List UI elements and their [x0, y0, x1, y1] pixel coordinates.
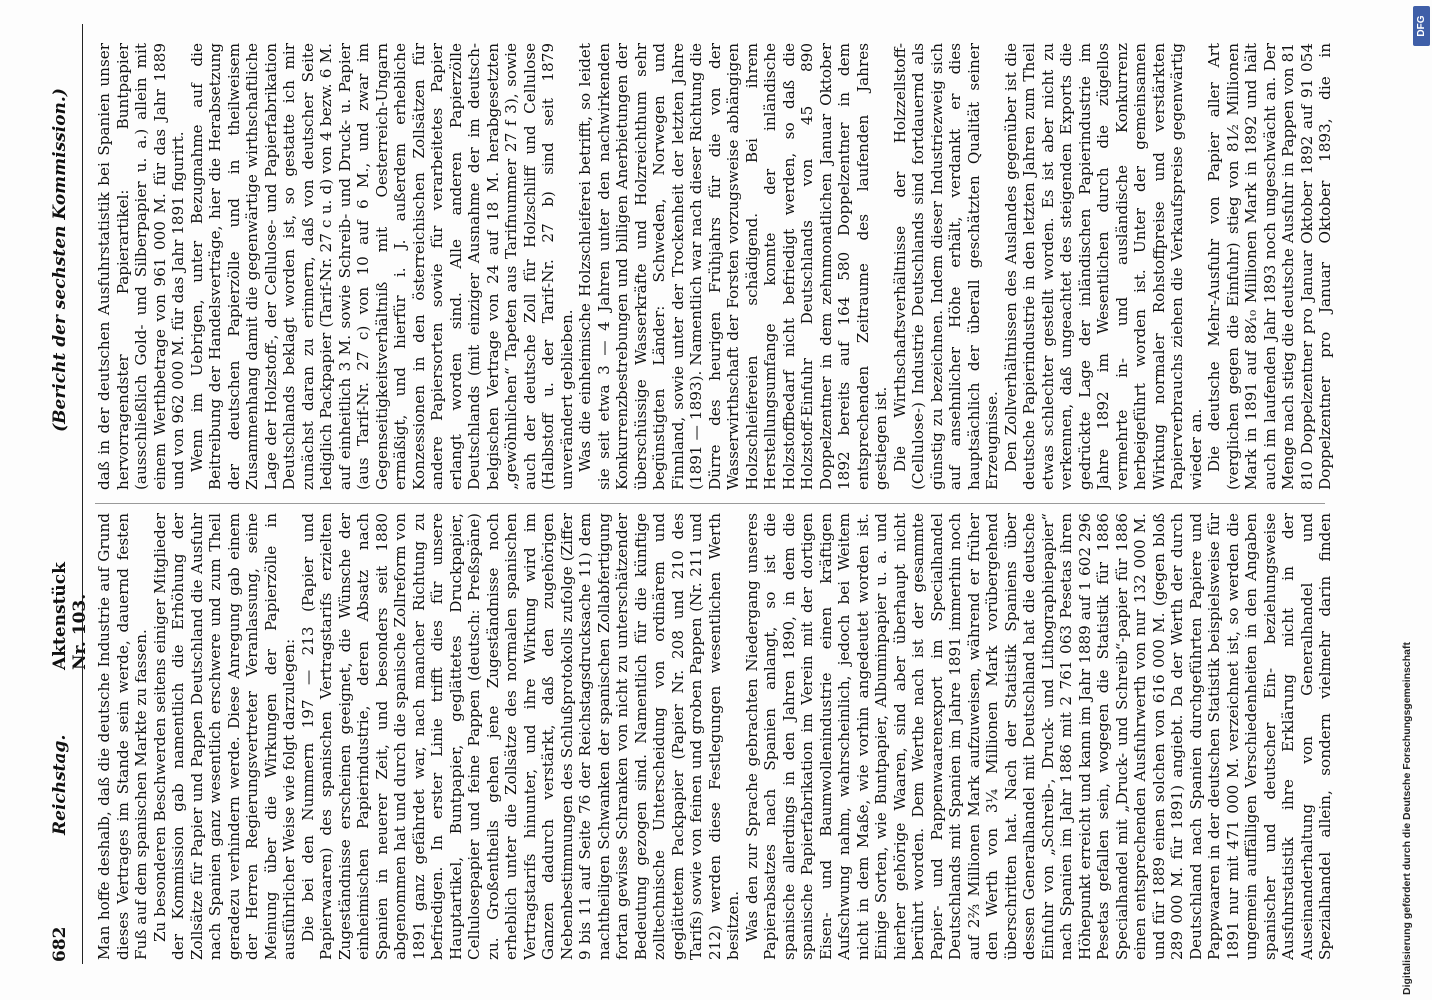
- page-header: [42, 0, 90, 1000]
- paragraph: Wenn im Uebrigen, unter Bezugnahme auf die Beitreibung der Handelsverträge, hier die Herabsetzung der deutschen Papierzölle und in theilweisem Zusammenhang damit die gegenwärtige wirthschaftliche Lage der Holzstoff-, der Cellulose- und Papierfabrikation Deutschlands beklagt worden ist, so gestatte ich mir zunächst daran zu erinnern, daß von deutscher Seite lediglich Packpapier (Tarif-Nr. 27 c u. d) von 4 bezw. 6 M. auf einheitlich 3 M. sowie Schreib- und Druck- u. Papier (aus Tarif-Nr. 27 c) von 10 auf 6 M., und zwar im Gegenseitigkeitsverhältniß mit Oesterreich-Ungarn ermäßigt, und hierfür i. J. außerdem erhebliche Konzessionen in den österreichischen Zollsätzen für andere Papiersorten sowie für verarbeitetes Papier erlangt worden sind. Alle anderen Papierzölle Deutschlands (mit einziger Ausnahme der im deutsch-belgischen Vertrage von 24 auf 18 M. herabgesetzten „gewöhnlichen“ Tapeten aus Tarifnummer 27 f 3), sowie auch der deutsche Zoll für Holzschliff und Cellulose (Halbstoff u. der Tarif-Nr. 27 b) sind seit 1879 unverändert geblieben.: [187, 43, 576, 490]
- paragraph: Die Wirthschaftsverhältnisse der Holzzellstoff- (Cellulose-) Industrie Deutschlands sind fortdauernd als günstig zu bezeichnen. Indem dieser Industriezweig sich auf ansehnlicher Höhe erhält, verdankt er dies hauptsächlich der überall geschätzten Qualität seiner Erzeugnisse.: [890, 43, 1001, 490]
- right-column: [95, 43, 1335, 490]
- digitization-credit: [1396, 40, 1418, 995]
- paragraph: Zu besonderen Beschwerden seitens einiger Mitglieder der Kommission gab namentlich die Erhöhung der Zollsätze für Papier und Pappen Deutschland die Ausfuhr nach Spanien ganz wesentlich erschwere und zum Theil geradezu verhindern werde. Diese Anregung gab einem der Herren Regierungsvertreter Veranlassung, seine Meinung über die Wirkungen der Papierzölle in ausführlicher Weise wie folgt darzulegen:: [150, 513, 298, 960]
- paragraph: Man hoffe deshalb, daß die deutsche Industrie auf Grund dieses Vertrages im Stande sein werde, dauernd festen Fuß auf dem spanischen Markte zu fassen.: [95, 513, 150, 960]
- paragraph: Was den zur Sprache gebrachten Niedergang unseres Papierabsatzes nach Spanien anlangt, so ist die spanische allerdings in den Jahren 1890, in dem die spanische Papierfabrikation im Verein mit der dortigen Eisen- und Baumwollenindustrie einen kräftigen Aufschwung nahm, wahrscheinlich, jedoch bei Weitem nicht in dem Maße, wie vorhin angedeutet worden ist. Einige Sorten, wie Buntpapier, Albuminpapier u. a. und hierher gehörige Waaren, sind aber überhaupt nicht berührt worden. Dem Werthe nach ist der gesammte Papier- und Pappenwaarenexport im Specialhandel Deutschlands mit Spanien im Jahre 1891 immerhin noch auf 2⅔ Millionen Mark aufzuweisen, während er früher den Werth von 3¼ Millionen Mark vorübergehend überschritten hat. Nach der Statistik Spaniens über dessen Generalhandel mit Deutschland hat die deutsche Einfuhr von „Schreib-, Druck- und Lithographiepapier“ nach Spanien im Jahr 1886 mit 2 761 063 Pesetas ihren Höhepunkt erreicht und kann im Jahr 1889 auf 1 602 296 Pesetas gefallen sein, wogegen die Statistik für 1886 Specialhandel mit „Druck- und Schreib“-papier für 1886 einen entsprechenden Ausfuhrwerth von nur 132 000 M. und für 1889 einen solchen von 616 000 M. (gegen bloß 289 000 M. für 1891) angiebt. Da der Werth der durch Deutschland nach Spanien durchgeführten Papiere und Pappwaaren in der deutschen Statistik beispielsweise für 1891 nur mit 471 000 M. verzeichnet ist, so werden die ungemein auffälligen Verschiedenheiten in den Angaben spanischer und deutscher Ein- beziehungsweise Ausfuhrstatistik ihre Erklärung nicht in der Auseinanderhaltung von Generalhandel und Spezialhandel allein, sondern vielmehr darin finden: [742, 513, 1334, 960]
- column-separator: [95, 503, 1325, 504]
- paragraph: Die bei den Nummern 197 — 213 (Papier und Papierwaaren) des spanischen Vertragstarifs erzielten Zugeständnisse erscheinen geeignet, die Wünsche der einheimischen Papierindustrie, deren Absatz nach Spanien in neuerer Zeit, und besonders seit 1880 abgenommen hat und durch die spanische Zollreform von 1891 ganz gefährdet war, nach mancher Richtung zu befriedigen. In erster Linie trifft dies für unsere Hauptartikel, Buntpapier, geglättetes Druckpapier, Cellulosepapier und feine Pappen (deutsch: Preßspäne) zu. Großentheils gehen jene Zugeständnisse noch erheblich unter die Zollsätze des normalen spanischen Vertragstarifs hinunter, und ihre Wirkung wird im Ganzen dadurch verstärkt, daß den zugehörigen Nebenbestimmungen des Schlußprotokolls zufolge (Ziffer 9 bis 11 auf Seite 76 der Reichstagsdrucksache 11) dem nachtheiligen Schwanken der spanischen Zollabfertigung fortan gewisse Schranken von nicht zu unterschätzender Bedeutung gezogen sind. Namentlich für die künftige zolltechnische Unterscheidung von ordinärem und geglättetem Packpapier (Papier Nr. 208 und 210 des Tarifs) sowie von feinen und groben Pappen (Nr. 211 und 212) werden diese Festlegungen wesentlichen Werth besitzen.: [298, 513, 742, 960]
- paragraph: daß in der deutschen Ausfuhrstatistik bei Spanien unser hervorragendster Papierartikel: Buntpapier (ausschließlich Gold- und Silberpapier u. a.) allein mit einem Werthbetrage von 961 000 M. für das Jahr 1889 und von 962 000 M. für das Jahr 1891 figurirt.: [95, 43, 187, 490]
- publication-name: Reichstag.: [50, 734, 70, 835]
- paragraph: Den Zollverhältnissen des Auslandes gegenüber ist die deutsche Papierindustrie in den letzten Jahren zum Theil etwas schlechter gestellt worden. Es ist aber nicht zu verkennen, daß ungeachtet des steigenden Exports die gedrückte Lage der inländischen Papierindustrie im Jahre 1892 im Wesentlichen durch die zügellos vermehrte in- und ausländische Konkurrenz herbeigeführt worden ist. Unter der gemeinsamen Wirkung normaler Rohstoffpreise und verstärkten Papierverbrauchs ziehen die Verkaufspreise gegenwärtig wieder an.: [1001, 43, 1205, 490]
- paragraph: Was die einheimische Holzschleiferei betrifft, so leidet sie seit etwa 3 — 4 Jahren unter den nachwirkenden Konkurrenzbestrebungen und billigen Anerbietungen der überschüssige Wasserkräfte und Holzreichthum sehr begünstigten Länder: Schweden, Norwegen und Finnland, sowie unter der Trockenheit der letzten Jahre (1891 — 1893). Namentlich war nach dieser Richtung die Dürre des heurigen Frühjahrs für die von der Wasserwirthschaft der Forsten vorzugsweise abhängigen Holzschleifereien schädigend. Bei ihrem Herstellungsumfange konnte der inländische Holzstoffbedarf nicht befriedigt werden, so daß die Holzstoff-Einfuhr Deutschlands von 45 890 Doppelzentner in dem zehnmonatlichen Januar Oktober 1892 bereits auf 164 580 Doppelzentner in dem entsprechenden Zeitraume des laufenden Jahres gestiegen ist.: [576, 43, 890, 490]
- document-number: Aktenstück Nr. 103.: [50, 562, 90, 670]
- section-title: (Bericht der sechsten Kommission.): [50, 88, 70, 432]
- digitization-credit-text: Digitalisierung gefördert durch die Deutsche Forschungsgemeinschaft: [1401, 642, 1413, 995]
- dfg-logo-text: DFG: [1416, 15, 1427, 37]
- header-rule: [82, 24, 83, 964]
- dfg-logo-icon: [1413, 6, 1430, 46]
- page-number: 682: [50, 926, 70, 962]
- paragraph: Die deutsche Mehr-Ausfuhr von Papier aller Art (verglichen gegen die Einfuhr) stieg von 81⁄₂ Millionen Mark in 1891 auf 88⁄₁₀ Millionen Mark in 1892 und hält auch im laufenden Jahr 1893 noch ungeschwächt an. Der Menge nach stieg die deutsche Ausfuhr in Pappen von 81 810 Doppelzentner pro Januar Oktober 1892 auf 91 054 Doppelzentner pro Januar Oktober 1893, die in: [1205, 43, 1334, 490]
- header-left: [42, 530, 90, 1000]
- left-column: [95, 513, 1335, 960]
